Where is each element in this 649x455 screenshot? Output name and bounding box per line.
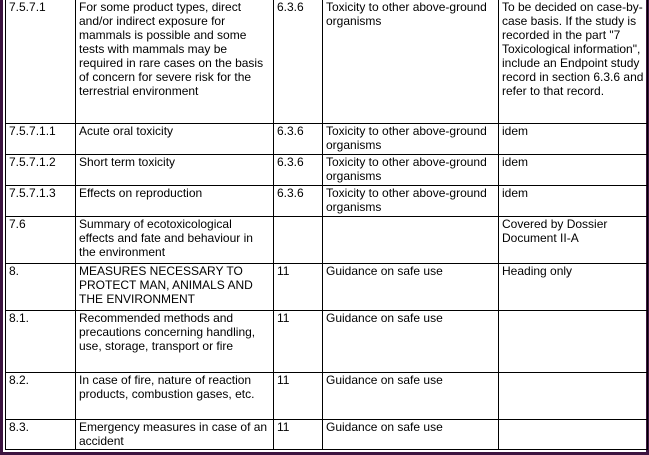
- reference-cell: 11: [274, 310, 323, 372]
- reference-cell: 6.3.6: [274, 154, 323, 185]
- section-number-cell: 7.5.7.1.3: [6, 185, 76, 216]
- requirement-cell: Effects on reproduction: [76, 185, 274, 216]
- requirements-table: [5, 0, 648, 450]
- endpoint-cell: Toxicity to other above-ground organisms: [323, 0, 499, 123]
- reference-cell: 11: [274, 419, 323, 449]
- table-row: [6, 154, 648, 185]
- comment-cell: To be decided on case-by-case basis. If the study is recorded in the part "7 Toxicological information", include an Endpoint study record in section 6.3.6 and refer to that record.: [499, 0, 648, 123]
- endpoint-cell: Guidance on safe use: [323, 419, 499, 449]
- comment-cell: Heading only: [499, 263, 648, 310]
- section-number-cell: 7.5.7.1: [6, 0, 76, 123]
- comment-cell: [499, 310, 648, 372]
- comment-cell: [499, 419, 648, 449]
- section-number-cell: 7.6: [6, 216, 76, 263]
- endpoint-cell: Guidance on safe use: [323, 372, 499, 419]
- requirement-cell: Emergency measures in case of an accident: [76, 419, 274, 449]
- comment-cell: idem: [499, 123, 648, 154]
- requirement-cell: For some product types, direct and/or indirect exposure for mammals is possible and some tests with mammals may be required in rare cases on the basis of concern for severe risk for the terrestrial environment: [76, 0, 274, 123]
- endpoint-cell: Toxicity to other above-ground organisms: [323, 123, 499, 154]
- table-row: [6, 419, 648, 449]
- table-row: [6, 0, 648, 123]
- section-number-cell: 7.5.7.1.1: [6, 123, 76, 154]
- endpoint-cell: Toxicity to other above-ground organisms: [323, 185, 499, 216]
- section-number-cell: 8.3.: [6, 419, 76, 449]
- requirement-cell: Short term toxicity: [76, 154, 274, 185]
- table-row: [6, 123, 648, 154]
- requirement-cell: Recommended methods and precautions concerning handling, use, storage, transport or fire: [76, 310, 274, 372]
- comment-cell: Covered by Dossier Document II-A: [499, 216, 648, 263]
- comment-cell: idem: [499, 185, 648, 216]
- section-number-cell: 8.2.: [6, 372, 76, 419]
- reference-cell: 6.3.6: [274, 185, 323, 216]
- endpoint-cell: Guidance on safe use: [323, 310, 499, 372]
- section-number-cell: 8.1.: [6, 310, 76, 372]
- requirement-cell: Acute oral toxicity: [76, 123, 274, 154]
- requirement-cell: In case of fire, nature of reaction products, combustion gases, etc.: [76, 372, 274, 419]
- table-row: [6, 185, 648, 216]
- table-row: [6, 310, 648, 372]
- reference-cell: 11: [274, 372, 323, 419]
- requirement-cell: Summary of ecotoxicological effects and fate and behaviour in the environment: [76, 216, 274, 263]
- endpoint-cell: Guidance on safe use: [323, 263, 499, 310]
- comment-cell: [499, 372, 648, 419]
- table-row: [6, 216, 648, 263]
- section-number-cell: 8.: [6, 263, 76, 310]
- comment-cell: idem: [499, 154, 648, 185]
- table-row: [6, 372, 648, 419]
- requirement-cell: MEASURES NECESSARY TO PROTECT MAN, ANIMALS AND THE ENVIRONMENT: [76, 263, 274, 310]
- reference-cell: 6.3.6: [274, 0, 323, 123]
- endpoint-cell: [323, 216, 499, 263]
- reference-cell: 6.3.6: [274, 123, 323, 154]
- section-number-cell: 7.5.7.1.2: [6, 154, 76, 185]
- endpoint-cell: Toxicity to other above-ground organisms: [323, 154, 499, 185]
- reference-cell: [274, 216, 323, 263]
- table-row: [6, 263, 648, 310]
- reference-cell: 11: [274, 263, 323, 310]
